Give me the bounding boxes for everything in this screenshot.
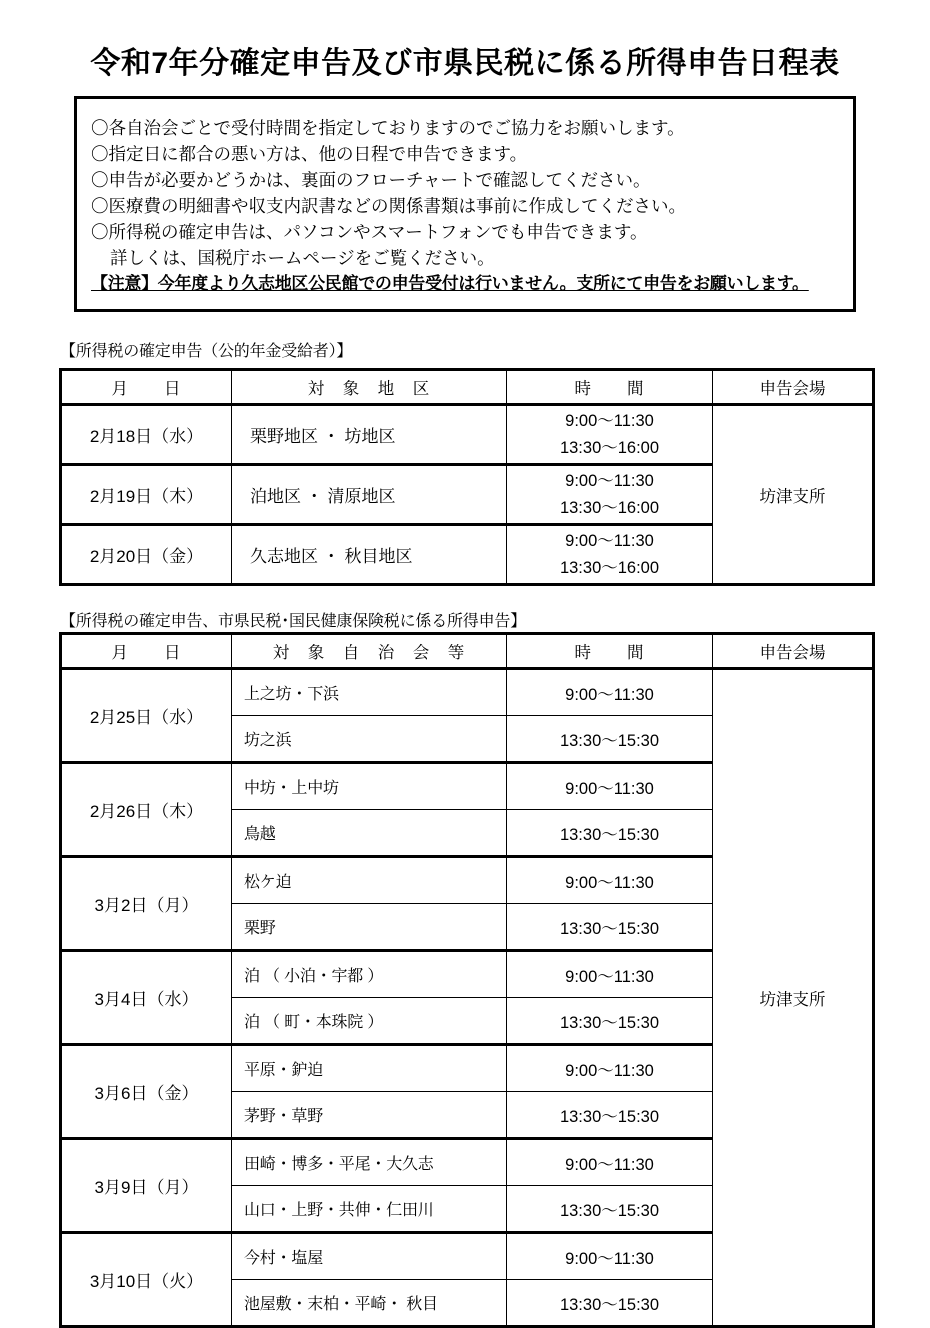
table-row bbox=[61, 405, 874, 465]
section-caption-pension: 【所得税の確定申告（公的年金受給者）】 bbox=[60, 343, 353, 360]
cell-time: 13:30～15:30 bbox=[507, 716, 713, 763]
column-header-area: 対 象 地 区 bbox=[232, 370, 507, 405]
cell-organization: 坊之浜 bbox=[232, 716, 507, 763]
cell-date: 3月6日（金） bbox=[61, 1045, 232, 1139]
cell-time: 13:30～15:30 bbox=[507, 1186, 713, 1233]
column-header-time: 時 間 bbox=[507, 370, 713, 405]
cell-date: 2月19日（木） bbox=[61, 465, 232, 525]
cell-organization: 平原・鈩迫 bbox=[232, 1045, 507, 1092]
cell-time: 13:30～15:30 bbox=[507, 810, 713, 857]
cell-date: 2月26日（木） bbox=[61, 763, 232, 857]
cell-organization: 中坊・上中坊 bbox=[232, 763, 507, 810]
cell-date: 2月20日（金） bbox=[61, 525, 232, 585]
cell-area: 泊地区 ・ 清原地区 bbox=[232, 465, 507, 525]
cell-time: 9:00～11:30 bbox=[507, 1139, 713, 1186]
table-row bbox=[61, 669, 874, 716]
cell-time: 9:00～11:30 bbox=[507, 1233, 713, 1280]
cell-time: 9:00～11:30 bbox=[507, 1045, 713, 1092]
column-header-time: 時 間 bbox=[507, 634, 713, 669]
column-header-venue: 申告会場 bbox=[713, 370, 874, 405]
column-header-organization: 対 象 自 治 会 等 bbox=[232, 634, 507, 669]
cell-time bbox=[507, 405, 713, 465]
column-header-date: 月 日 bbox=[61, 370, 232, 405]
cell-time: 9:00～11:30 bbox=[507, 951, 713, 998]
notice-line: 〇申告が必要かどうかは、裏面のフローチャートで確認してください。 bbox=[91, 170, 651, 190]
cell-date: 3月2日（月） bbox=[61, 857, 232, 951]
notice-line: 〇医療費の明細書や収支内訳書などの関係書類は事前に作成してください。 bbox=[91, 196, 686, 216]
time-afternoon: 13:30～16:00 bbox=[559, 558, 660, 577]
notice-warning-line: 【注意】今年度より久志地区公民館での申告受付は行いません。支所にて申告をお願いします。 bbox=[91, 274, 809, 293]
cell-date: 3月4日（水） bbox=[61, 951, 232, 1045]
time-afternoon: 13:30～16:00 bbox=[559, 438, 660, 457]
schedule-table-income bbox=[59, 632, 875, 1328]
cell-date: 2月18日（水） bbox=[61, 405, 232, 465]
cell-time: 9:00～11:30 bbox=[507, 763, 713, 810]
cell-organization: 茅野・草野 bbox=[232, 1092, 507, 1139]
cell-time: 13:30～15:30 bbox=[507, 904, 713, 951]
cell-date: 3月10日（火） bbox=[61, 1233, 232, 1327]
cell-time bbox=[507, 525, 713, 585]
cell-organization: 池屋敷・末柏・平崎・ 秋目 bbox=[232, 1280, 507, 1327]
cell-organization: 田崎・博多・平尾・大久志 bbox=[232, 1139, 507, 1186]
notice-line: 〇所得税の確定申告は、パソコンやスマートフォンでも申告できます。 bbox=[91, 222, 648, 242]
section-caption-income: 【所得税の確定申告、市県民税･国民健康保険税に係る所得申告】 bbox=[60, 613, 527, 630]
cell-time: 13:30～15:30 bbox=[507, 1092, 713, 1139]
cell-organization: 泊 （ 小泊・宇都 ） bbox=[232, 951, 507, 998]
cell-venue: 坊津支所 bbox=[713, 669, 874, 1327]
cell-organization: 鳥越 bbox=[232, 810, 507, 857]
cell-time: 13:30～15:30 bbox=[507, 998, 713, 1045]
column-header-venue: 申告会場 bbox=[713, 634, 874, 669]
cell-time: 9:00～11:30 bbox=[507, 857, 713, 904]
cell-organization: 泊 （ 町・本珠院 ） bbox=[232, 998, 507, 1045]
cell-organization: 今村・塩屋 bbox=[232, 1233, 507, 1280]
cell-organization: 栗野 bbox=[232, 904, 507, 951]
cell-area: 栗野地区 ・ 坊地区 bbox=[232, 405, 507, 465]
cell-date: 3月9日（月） bbox=[61, 1139, 232, 1233]
cell-date: 2月25日（水） bbox=[61, 669, 232, 763]
page-title: 令和7年分確定申告及び市県民税に係る所得申告日程表 bbox=[90, 47, 840, 80]
time-morning: 9:00～11:30 bbox=[565, 531, 654, 550]
cell-venue: 坊津支所 bbox=[713, 405, 874, 585]
column-header-date: 月 日 bbox=[61, 634, 232, 669]
time-morning: 9:00～11:30 bbox=[565, 471, 654, 490]
notice-line: 〇各自治会ごとで受付時間を指定しておりますのでご協力をお願いします。 bbox=[91, 118, 685, 138]
table-header-row bbox=[61, 634, 874, 669]
cell-organization: 山口・上野・共伸・仁田川 bbox=[232, 1186, 507, 1233]
notice-box bbox=[74, 96, 856, 312]
cell-time: 13:30～15:30 bbox=[507, 1280, 713, 1327]
cell-organization: 上之坊・下浜 bbox=[232, 669, 507, 716]
cell-area: 久志地区 ・ 秋目地区 bbox=[232, 525, 507, 585]
notice-line: 〇指定日に都合の悪い方は、他の日程で申告できます。 bbox=[91, 144, 528, 164]
table-header-row bbox=[61, 370, 874, 405]
cell-organization: 松ケ迫 bbox=[232, 857, 507, 904]
time-afternoon: 13:30～16:00 bbox=[559, 498, 660, 517]
notice-line: 詳しくは、国税庁ホームページをご覧ください。 bbox=[110, 248, 495, 268]
cell-time bbox=[507, 465, 713, 525]
schedule-table-pension bbox=[59, 368, 875, 586]
cell-time: 9:00～11:30 bbox=[507, 669, 713, 716]
time-morning: 9:00～11:30 bbox=[565, 411, 654, 430]
